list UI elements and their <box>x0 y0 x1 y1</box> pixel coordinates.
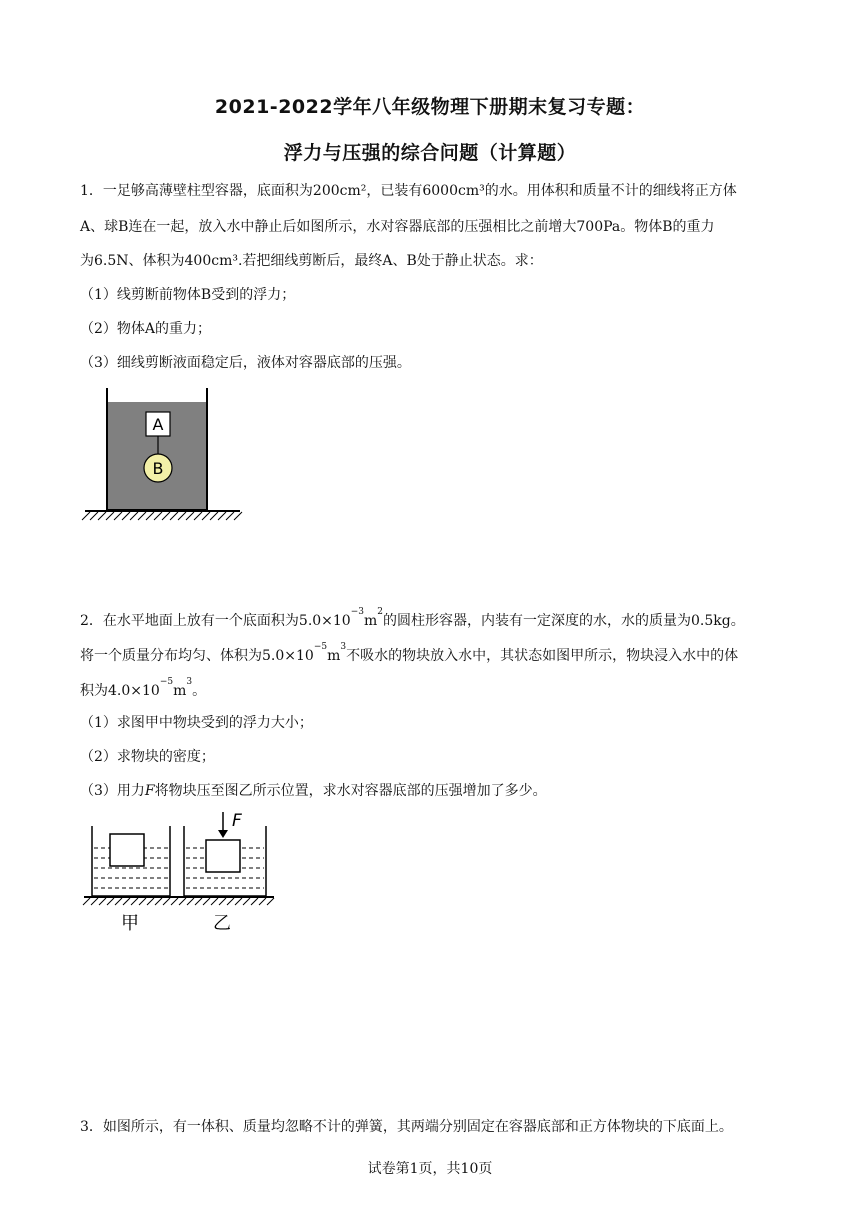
q2-figure <box>82 806 282 936</box>
doc-title-line2: 浮力与压强的综合问题（计算题） <box>283 142 577 164</box>
q1-label-b: B <box>152 459 164 478</box>
q2-subquestion-3: （3）用力F将物块压至图乙所示位置，求水对容器底部的压强增加了多少。 <box>80 783 547 799</box>
page-footer: 试卷第1页，共10页 <box>367 1161 493 1177</box>
q1-subquestion-3: （3）细线剪断液面稳定后，液体对容器底部的压强。 <box>80 355 411 371</box>
q1-subquestion-2: （2）物体A的重力； <box>80 321 212 337</box>
q2-label-yi: 乙 <box>213 913 231 934</box>
q2-force-label: F <box>232 811 242 831</box>
q2-label-jia: 甲 <box>121 913 139 934</box>
q2-block-yi <box>206 840 240 872</box>
q2-stem-line2: 将一个质量分布均匀、体积为$5.0\times 10^{-5}m^3$不吸水的物块放入水中，其状态如图甲所示，物块浸入水中的体 <box>80 642 739 664</box>
q2-container-jia <box>92 826 170 896</box>
q2-stem-line1: 2．在水平地面上放有一个底面积为$5.0\times 10^{-3}m^2$的圆柱形容器，内装有一定深度的水，水的质量为0.5kg。 <box>80 607 745 629</box>
q3-stem-line1: 3．如图所示，有一体积、质量均忽略不计的弹簧，其两端分别固定在容器底部和正方体物块的下底面上。 <box>80 1119 733 1135</box>
q1-stem-line3: 为6.5N、体积为400cm³.若把细线剪断后，最终A、B处于静止状态。求： <box>80 253 543 269</box>
q1-stem-line2: A、球B连在一起，放入水中静止后如图所示，水对容器底部的压强相比之前增大700Pa。物体B的重力 <box>80 219 715 235</box>
doc-title-line1: 2021-2022学年八年级物理下册期末复习专题： <box>214 96 646 118</box>
q2-container-yi <box>184 811 266 896</box>
q2-subquestion-2: （2）求物块的密度； <box>80 749 215 765</box>
q1-stem-line1: 1．一足够高薄壁柱型容器，底面积为200cm²，已装有6000cm³的水。用体积和质量不计的细线将正方体 <box>80 183 737 199</box>
q1-label-a: A <box>152 415 164 434</box>
q2-ground-hatch <box>83 898 274 905</box>
q2-force-arrowhead <box>218 830 228 838</box>
q1-subquestion-1: （1）线剪断前物体B受到的浮力； <box>80 287 296 303</box>
q1-figure <box>80 384 250 524</box>
q2-subquestion-1: （1）求图甲中物块受到的浮力大小； <box>80 715 313 731</box>
q2-stem-line3: 积为$4.0\times 10^{-5}m^3$。 <box>80 677 207 699</box>
q2-block-jia <box>110 834 144 866</box>
q1-ground-hatch <box>82 512 242 520</box>
